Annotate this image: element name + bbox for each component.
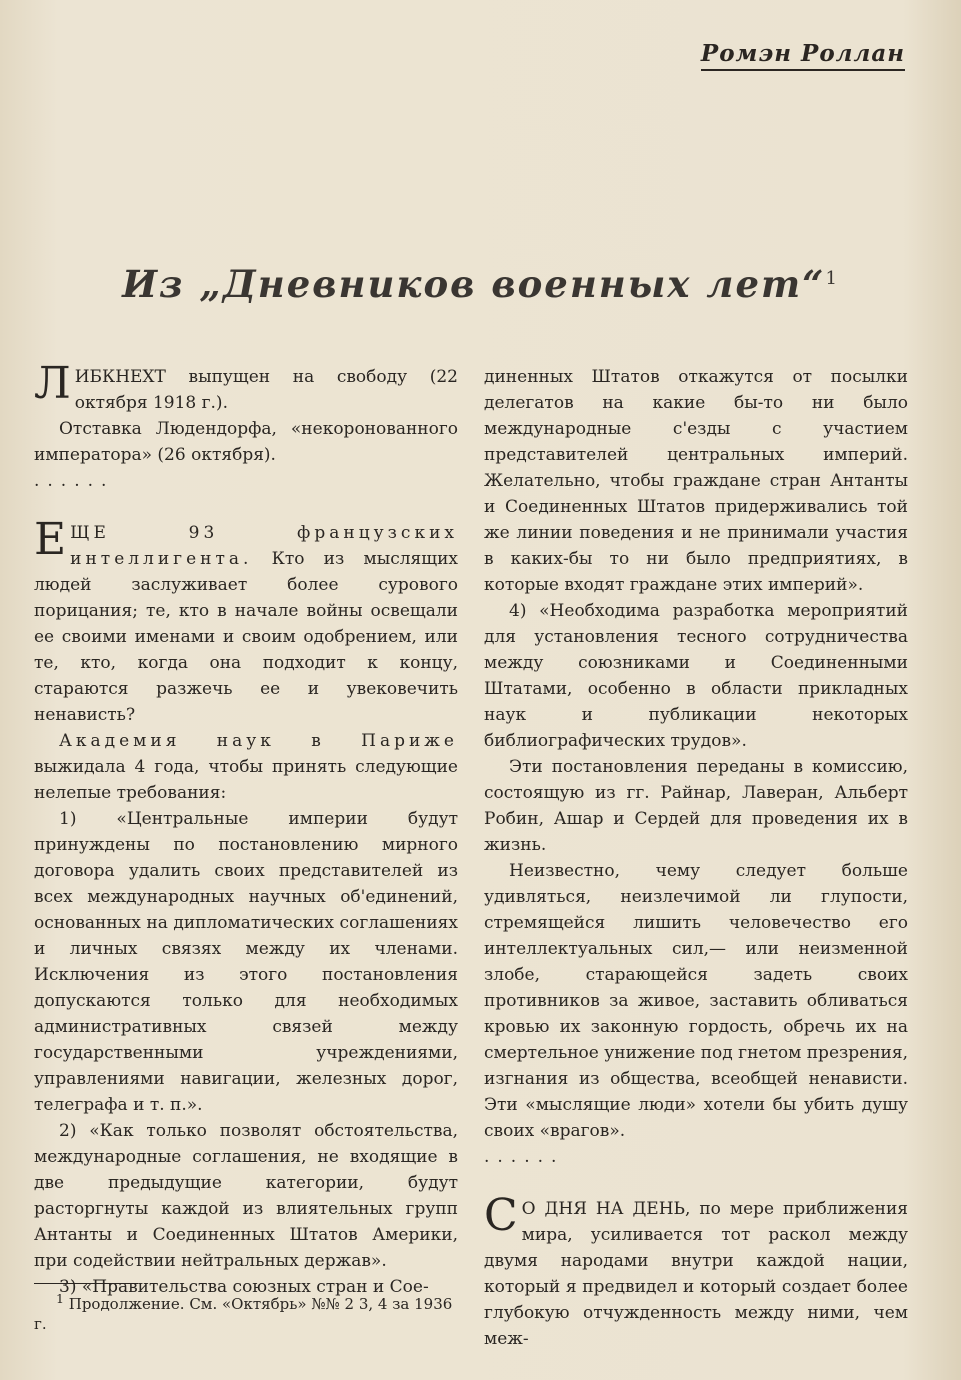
- paragraph: Эти постановления переданы в комиссию, состоящую из гг. Райнар, Лаверан, Альберт Робин, Ашар и Сердей для проведения их в жизнь.: [484, 757, 908, 855]
- paragraph: [34, 514, 458, 728]
- spaced-text: Академия наук в Париже: [59, 731, 458, 751]
- paragraph: 2) «Как только позволят обстоятельства, международные соглашения, не входящие в две предыдущие категории, будут расторгнуты каждой из влиятельных групп Антанты и Соединенных Штатов Америки, при содействии нейтральных держав».: [34, 1121, 458, 1271]
- article-title-text: Из „Дневников военных лет“: [122, 262, 826, 306]
- spaced-text: ЩЕ 93 французских интеллигента.: [70, 523, 458, 569]
- paragraph: 3) «Правительства союзных стран и Сое-: [59, 1277, 429, 1297]
- drop-cap: Л: [34, 358, 71, 409]
- section-separator: ......: [484, 1147, 565, 1167]
- paragraph-text: выжидала 4 года, чтобы принять следующие нелепые требования:: [34, 757, 458, 803]
- footnote: [34, 1285, 458, 1334]
- paragraph-text: ИБКНЕХТ выпущен на свободу (22 октября 1918 г.).: [74, 367, 458, 413]
- paragraph: Отставка Людендорфа, «некоронованного императора» (26 октября).: [34, 419, 458, 465]
- drop-cap: Е: [34, 514, 67, 565]
- paragraph: Неизвестно, чему следует больше удивляться, неизлечимой ли глупости, стремящейся лишить человечество его интеллектуальных сил,— или неизменной злобе, старающейся задеть своих противников за живое, заставить обливаться кровью их законную гордость, обречь их на смертельное унижение под гнетом презрения, изгнания из общества, всеобщей ненависти. Эти «мыслящие люди» хотели бы убить душу своих «врагов».: [484, 861, 909, 1141]
- right-column: [484, 364, 908, 1352]
- paragraph: 4) «Необходима разработка мероприятий для установления тесного сотрудничества между союзниками и Соединенными Штатами, особенно в области прикладных наук и публикации некоторых библиографических трудов».: [484, 601, 908, 751]
- drop-cap: С: [484, 1190, 518, 1241]
- title-footnote-mark: 1: [825, 268, 839, 289]
- paragraph: диненных Штатов откажутся от посылки делегатов на какие бы-то ни было международные с'езды с участием представителей центральных империй. Желательно, чтобы граждане стран Антанты и Соединенных Штатов придерживались той же линии поведения и не принимали участия в каких-бы то ни было предприятиях, в которые входят граждане этих империй».: [484, 367, 908, 595]
- paragraph: [34, 728, 458, 806]
- section-separator: ......: [34, 471, 115, 491]
- paragraph-text: Кто из мыслящих людей заслуживает более сурового порицания; те, кто в начале войны освещали ее своими именами и своим одобрением, или те, кто, когда она подходит к концу, стараются разжечь ее и увековечить ненависть?: [34, 549, 458, 725]
- footnote-mark: 1: [56, 1291, 64, 1306]
- paragraph: 1) «Центральные империи будут принуждены по постановлению мирного договора удалить своих представителей из всех международных научных об'единений, основанных на дипломатических соглашениях и личных связях между их членами. Исключения из этого постановления допускаются только для необходимых административных связей между государственными учреждениями, управлениями навигации, железных дорог, телеграфа и т. п.».: [34, 809, 458, 1115]
- footnote-rule: [34, 1283, 138, 1284]
- paragraph: [34, 358, 458, 416]
- paragraph-text: О ДНЯ НА ДЕНЬ, по мере приближения мира, усиливается тот раскол между двумя народами внутри каждой нации, который я предвидел и который создает более глубокую отчужденность между ними, чем меж-: [484, 1199, 908, 1349]
- left-column: [34, 358, 458, 1300]
- author-name: Ромэн Роллан: [701, 40, 905, 71]
- article-title: [0, 262, 961, 306]
- footnote-text: Продолжение. См. «Октябрь» №№ 2 3, 4 за 1936 г.: [34, 1295, 453, 1333]
- paragraph: [484, 1190, 908, 1352]
